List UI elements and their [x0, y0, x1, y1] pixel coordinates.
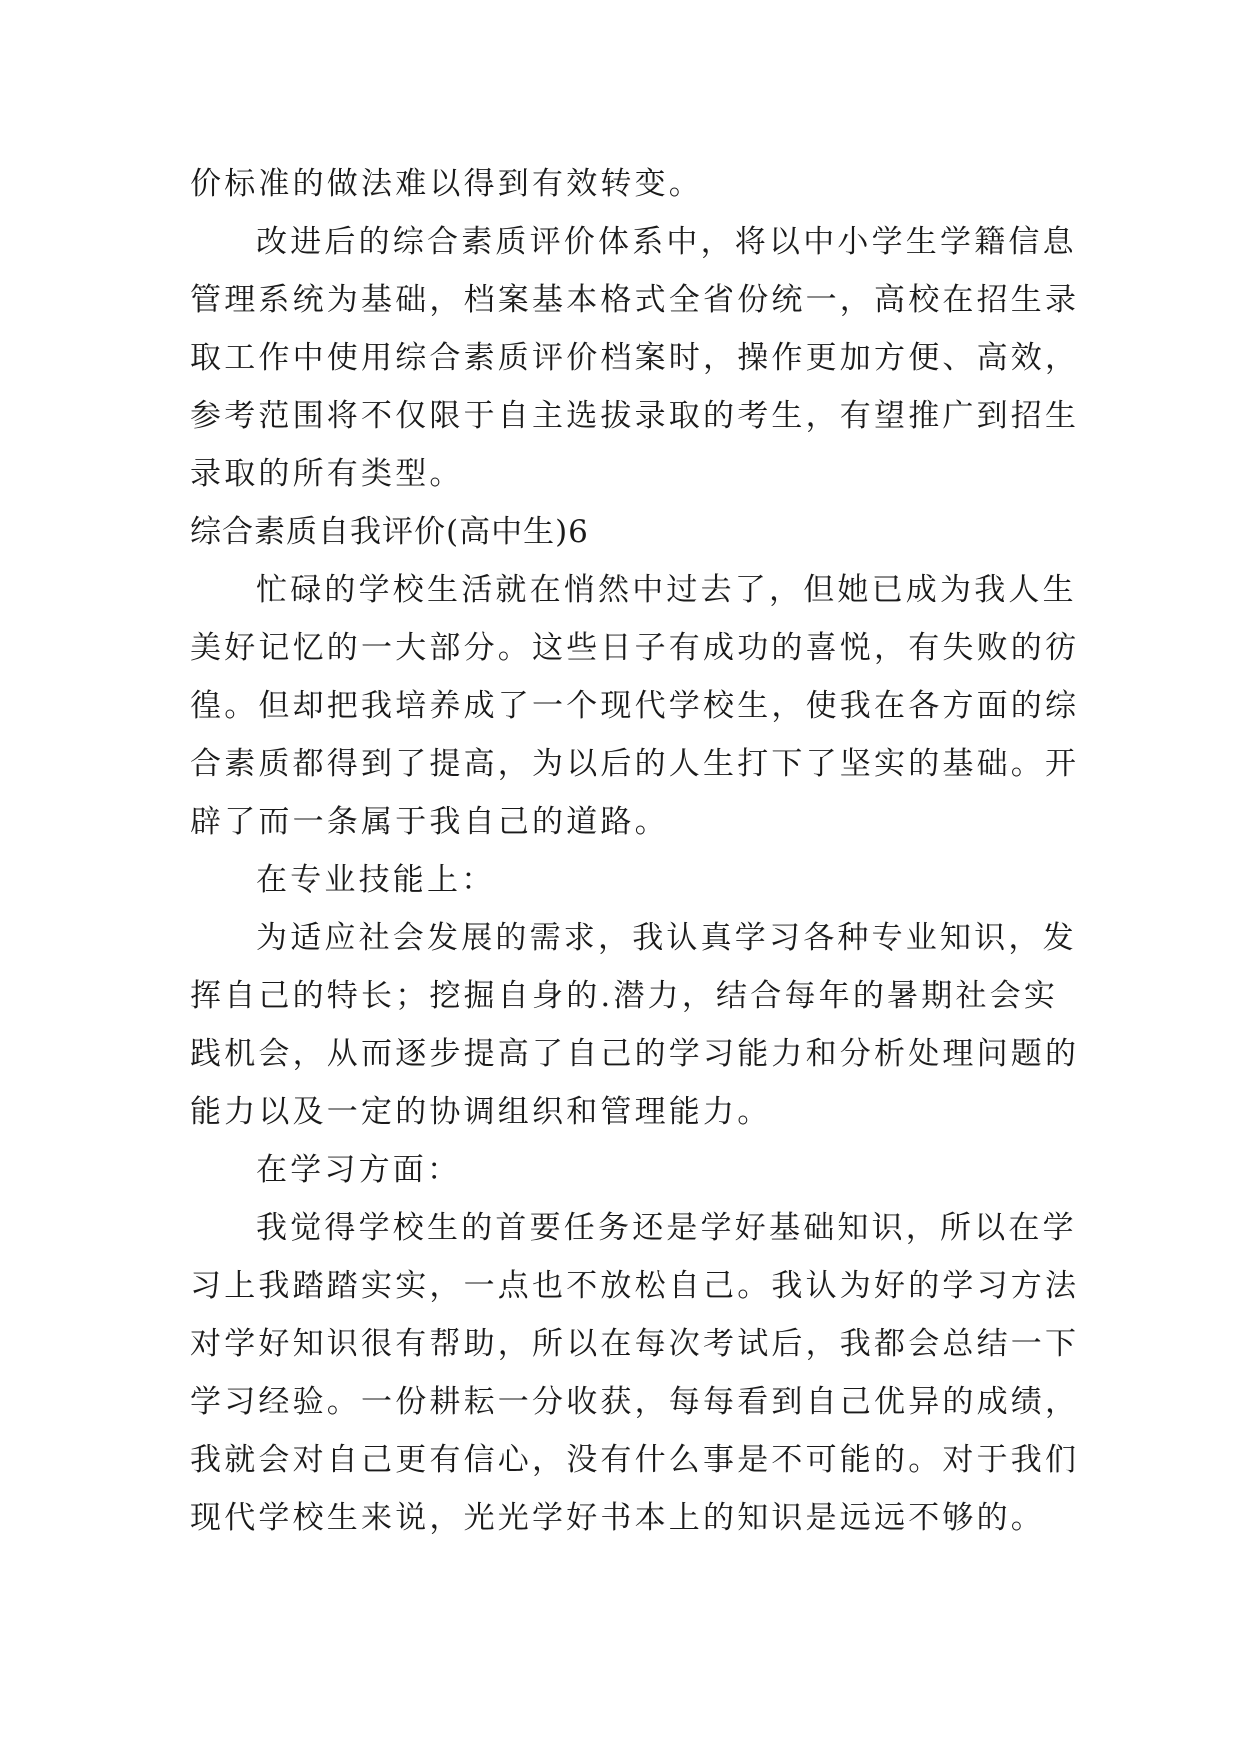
- text-line: 践机会，从而逐步提高了自己的学习能力和分析处理问题的: [190, 1036, 1080, 1072]
- section-heading: 综合素质自我评价(高中生)6: [190, 514, 589, 550]
- text-line: 取工作中使用综合素质评价档案时，操作更加方便、高效，: [190, 340, 1080, 376]
- text-line: 我就会对自己更有信心，没有什么事是不可能的。对于我们: [190, 1442, 1080, 1478]
- text-line: 合素质都得到了提高，为以后的人生打下了坚实的基础。开: [190, 746, 1080, 782]
- subheading-professional-skills: 在专业技能上：: [256, 862, 496, 898]
- text-line: 徨。但却把我培养成了一个现代学校生，使我在各方面的综: [190, 688, 1080, 724]
- paragraph-start: 我觉得学校生的首要任务还是学好基础知识，所以在学: [256, 1210, 1077, 1246]
- text-line: 对学好知识很有帮助，所以在每次考试后，我都会总结一下: [190, 1326, 1080, 1362]
- text-line: 习上我踏踏实实，一点也不放松自己。我认为好的学习方法: [190, 1268, 1080, 1304]
- text-line: 现代学校生来说，光光学好书本上的知识是远远不够的。: [190, 1500, 1045, 1536]
- text-line: 挥自己的特长；挖掘自身的.潜力，结合每年的暑期社会实: [190, 978, 1059, 1014]
- text-line: 录取的所有类型。: [190, 456, 464, 492]
- text-line: 参考范围将不仅限于自主选拔录取的考生，有望推广到招生: [190, 398, 1080, 434]
- text-line: 管理系统为基础，档案基本格式全省份统一，高校在招生录: [190, 282, 1080, 318]
- text-line: 辟了而一条属于我自己的道路。: [190, 804, 669, 840]
- paragraph-start: 改进后的综合素质评价体系中，将以中小学生学籍信息: [256, 224, 1077, 260]
- paragraph-start: 忙碌的学校生活就在悄然中过去了，但她已成为我人生: [256, 572, 1077, 608]
- text-line: 能力以及一定的协调组织和管理能力。: [190, 1094, 772, 1130]
- paragraph-start: 为适应社会发展的需求，我认真学习各种专业知识，发: [256, 920, 1077, 956]
- text-line: 学习经验。一份耕耘一分收获，每每看到自己优异的成绩，: [190, 1384, 1080, 1420]
- subheading-study: 在学习方面：: [256, 1152, 462, 1188]
- text-line: 价标准的做法难以得到有效转变。: [190, 166, 703, 202]
- text-line: 美好记忆的一大部分。这些日子有成功的喜悦，有失败的彷: [190, 630, 1080, 666]
